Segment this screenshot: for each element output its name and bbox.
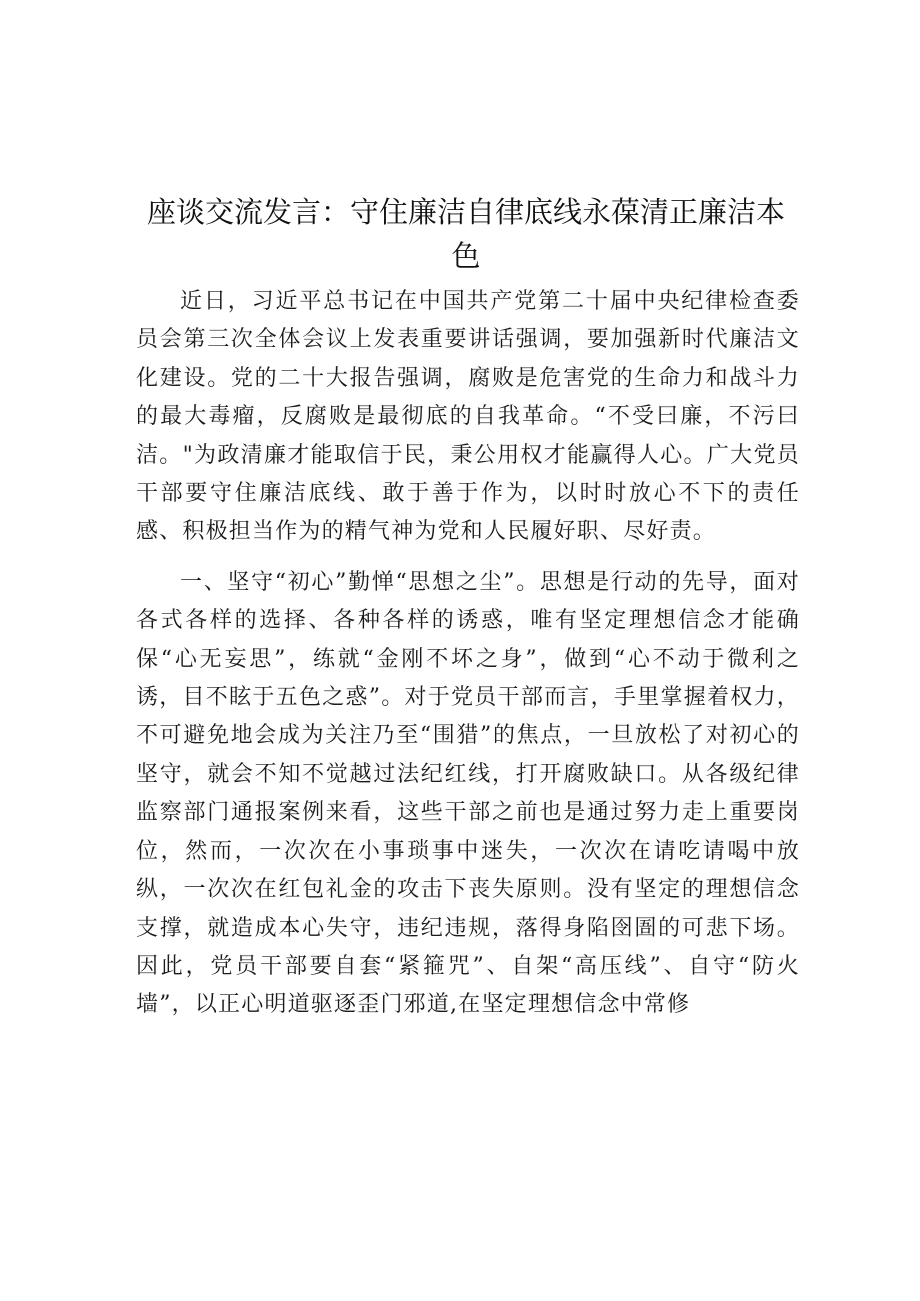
paragraph-intro: 近日，习近平总书记在中国共产党第二十届中央纪律检查委员会第三次全体会议上发表重要讲话强调，要加强新时代廉洁文化建设。党的二十大报告强调，腐败是危害党的生命力和战斗力的最大毒瘤，反腐败是最彻底的自我革命。“不受曰廉，不污曰洁。"为政清廉才能取信于民，秉公用权才能赢得人心。广大党员干部要守住廉洁底线、敢于善于作为，以时时放心不下的责任感、积极担当作为的精气神为党和人民履好职、尽好责。 xyxy=(136,289,800,545)
paragraph-section-one: 一、坚守“初心”勤惮“思想之尘”。思想是行动的先导，面对各式各样的选择、各种各样的诱惑，唯有坚定理想信念才能确保“心无妄思”，练就“金刚不坏之身”，做到“心不动于微利之诱，目不眩于五色之惑”。对于党员干部而言，手里掌握着权力，不可避免地会成为关注乃至“围猎”的焦点，一旦放松了对初心的坚守，就会不知不觉越过法纪红线，打开腐败缺口。从各级纪律监察部门通报案例来看，这些干部之前也是通过努力走上重要岗位，然而，一次次在小事琐事中迷失，一次次在请吃请喝中放纵，一次次在红包礼金的攻击下丧失原则。没有坚定的理想信念支撑，就造成本心失守，违纪违规，落得身陷囹圄的可悲下场。因此，党员干部要自套“紧箍咒”、自架“高压线”、自守“防火墙”，以正心明道驱逐歪门邪道,在坚定理想信念中常修 xyxy=(136,569,800,1018)
document-title: 座谈交流发言：守住廉洁自律底线永葆清正廉洁本色 xyxy=(146,195,785,273)
document-body xyxy=(136,283,800,1025)
